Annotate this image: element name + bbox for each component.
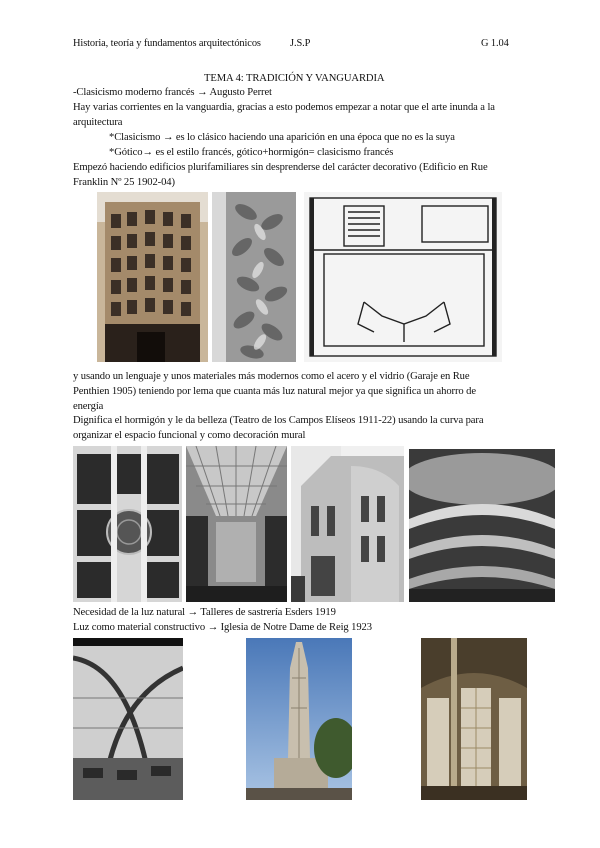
- header-course: Historia, teoría y fundamentos arquitectónicos: [73, 38, 261, 49]
- photo-esders-workshops: [73, 638, 183, 800]
- text-line: -Clasicismo moderno francés → Augusto Perret: [73, 87, 272, 98]
- photo-glass-hall: [186, 446, 287, 602]
- photo-notre-dame-tower: [246, 638, 352, 800]
- text-line: Franklin Nº 25 1902-04): [73, 177, 175, 188]
- text-line: *Gótico→ es el estilo francés, gótico+hormigón= clasicismo francés: [109, 147, 394, 158]
- photo-notre-dame-interior: [421, 638, 527, 800]
- header-author: J.S.P: [290, 38, 311, 49]
- photo-ceramic-ornament: [212, 192, 296, 362]
- text-line: Necesidad de la luz natural → Talleres de sastrería Esders 1919: [73, 607, 336, 618]
- text-line: energía: [73, 401, 104, 412]
- text-line: Empezó haciendo edificios plurifamiliares sin desprenderse del carácter decorativo (Edificio en Rue: [73, 162, 488, 173]
- text-line: arquitectura: [73, 117, 123, 128]
- text-line: Penthien 1905) teniendo por lema que cuanta más luz natural mejor ya que significa un ahorro de: [73, 386, 476, 397]
- text-line: Hay varias corrientes en la vanguardia, gracias a esto podemos empezar a notar que el arte inunda a la: [73, 102, 495, 113]
- text-line: *Clasicismo → es lo clásico haciendo una aparición en una época que no es la suya: [109, 132, 455, 143]
- photo-theatre-auditorium: [409, 449, 555, 602]
- photo-floor-plan: [304, 192, 502, 362]
- page-title: TEMA 4: TRADICIÓN Y VANGUARDIA: [204, 73, 385, 84]
- text-line: y usando un lenguaje y unos materiales más modernos como el acero y el vidrio (Garaje en Rue: [73, 371, 470, 382]
- text-line: Luz como material constructivo → Iglesia de Notre Dame de Reig 1923: [73, 622, 372, 633]
- photo-garage-facade: [73, 446, 182, 602]
- photo-rue-franklin-building: [97, 192, 208, 362]
- photo-theatre-facade: [291, 446, 404, 602]
- header-code: G 1.04: [481, 38, 509, 49]
- text-line: Dignifica el hormigón y le da belleza (Teatro de los Campos Elíseos 1911-22) usando la curva para: [73, 415, 484, 426]
- text-line: organizar el espacio funcional y como decoración mural: [73, 430, 306, 441]
